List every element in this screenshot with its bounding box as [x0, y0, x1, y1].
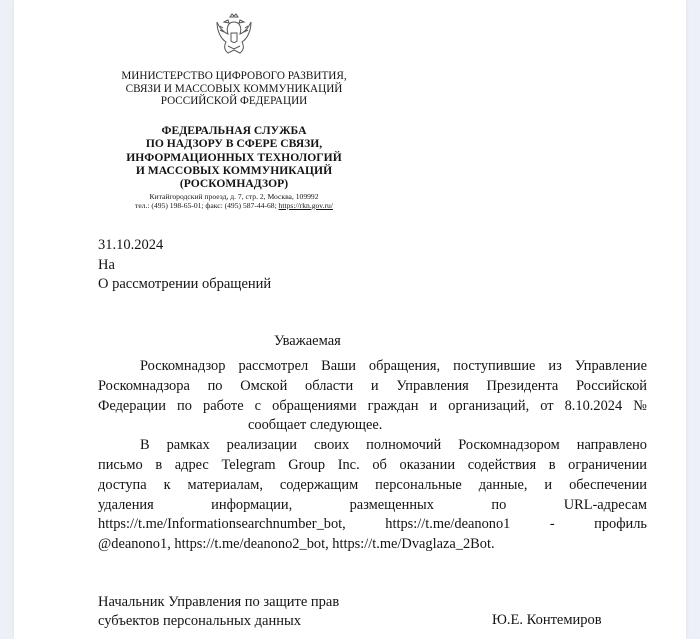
- signatory-title: Начальник Управления по защите прав субъектов персональных данных: [98, 594, 340, 629]
- letter-body: [98, 357, 647, 555]
- salutation: Уважаемая: [274, 333, 341, 349]
- service-address: Китайгородский проезд, д. 7, стр. 2, Москва, 109992: [149, 191, 319, 201]
- reference-prefix: На: [98, 257, 115, 273]
- document-page: [14, 0, 686, 639]
- service-contacts: [94, 201, 374, 210]
- paragraph-2: В рамках реализации своих полномочий Роскомнадзором направлено письмо в адрес Telegram Group Inc. об оказании содействия в ограничении доступа к материалам, содержащим персональные данные, и обеспечении удаления информации, размещенных по URL-адресам https://t.me/Informationsearchnumber_bot, https://t.me/deanono1 - профиль @deanono1, https://t.me/deanono2_bot, https://t.me/Dvaglaza_2Bot.: [98, 437, 647, 553]
- letterhead: [94, 70, 374, 210]
- signatory-name: Ю.Е. Контемиров: [492, 612, 602, 628]
- paragraph-1: Роскомнадзор рассмотрел Ваши обращения, поступившие из Управление Роскомнадзора по Омской области и Управления Президента Российской Федерации по работе с обращениями граждан и организаций, от 8.10.2024 № сообщает следующее.: [98, 358, 647, 434]
- service-name: ФЕДЕРАЛЬНАЯ СЛУЖБА ПО НАДЗОРУ В СФЕРЕ СВЯЗИ, ИНФОРМАЦИОННЫХ ТЕХНОЛОГИЙ И МАССОВЫХ КОММУНИКАЦИЙ (РОСКОМНАДЗОР): [126, 123, 342, 191]
- document-subject: О рассмотрении обращений: [98, 276, 272, 292]
- coat-of-arms-icon: [214, 12, 254, 58]
- document-date: 31.10.2024: [98, 237, 164, 253]
- website-link[interactable]: https://rkn.gov.ru/: [278, 200, 333, 210]
- ministry-name: МИНИСТЕРСТВО ЦИФРОВОГО РАЗВИТИЯ, СВЯЗИ И МАССОВЫХ КОММУНИКАЦИЙ РОССИЙСКОЙ ФЕДЕРАЦИИ: [121, 70, 347, 108]
- phone-fax: тел.: (495) 198-65-01; факс: (495) 587-44-68;: [135, 200, 277, 210]
